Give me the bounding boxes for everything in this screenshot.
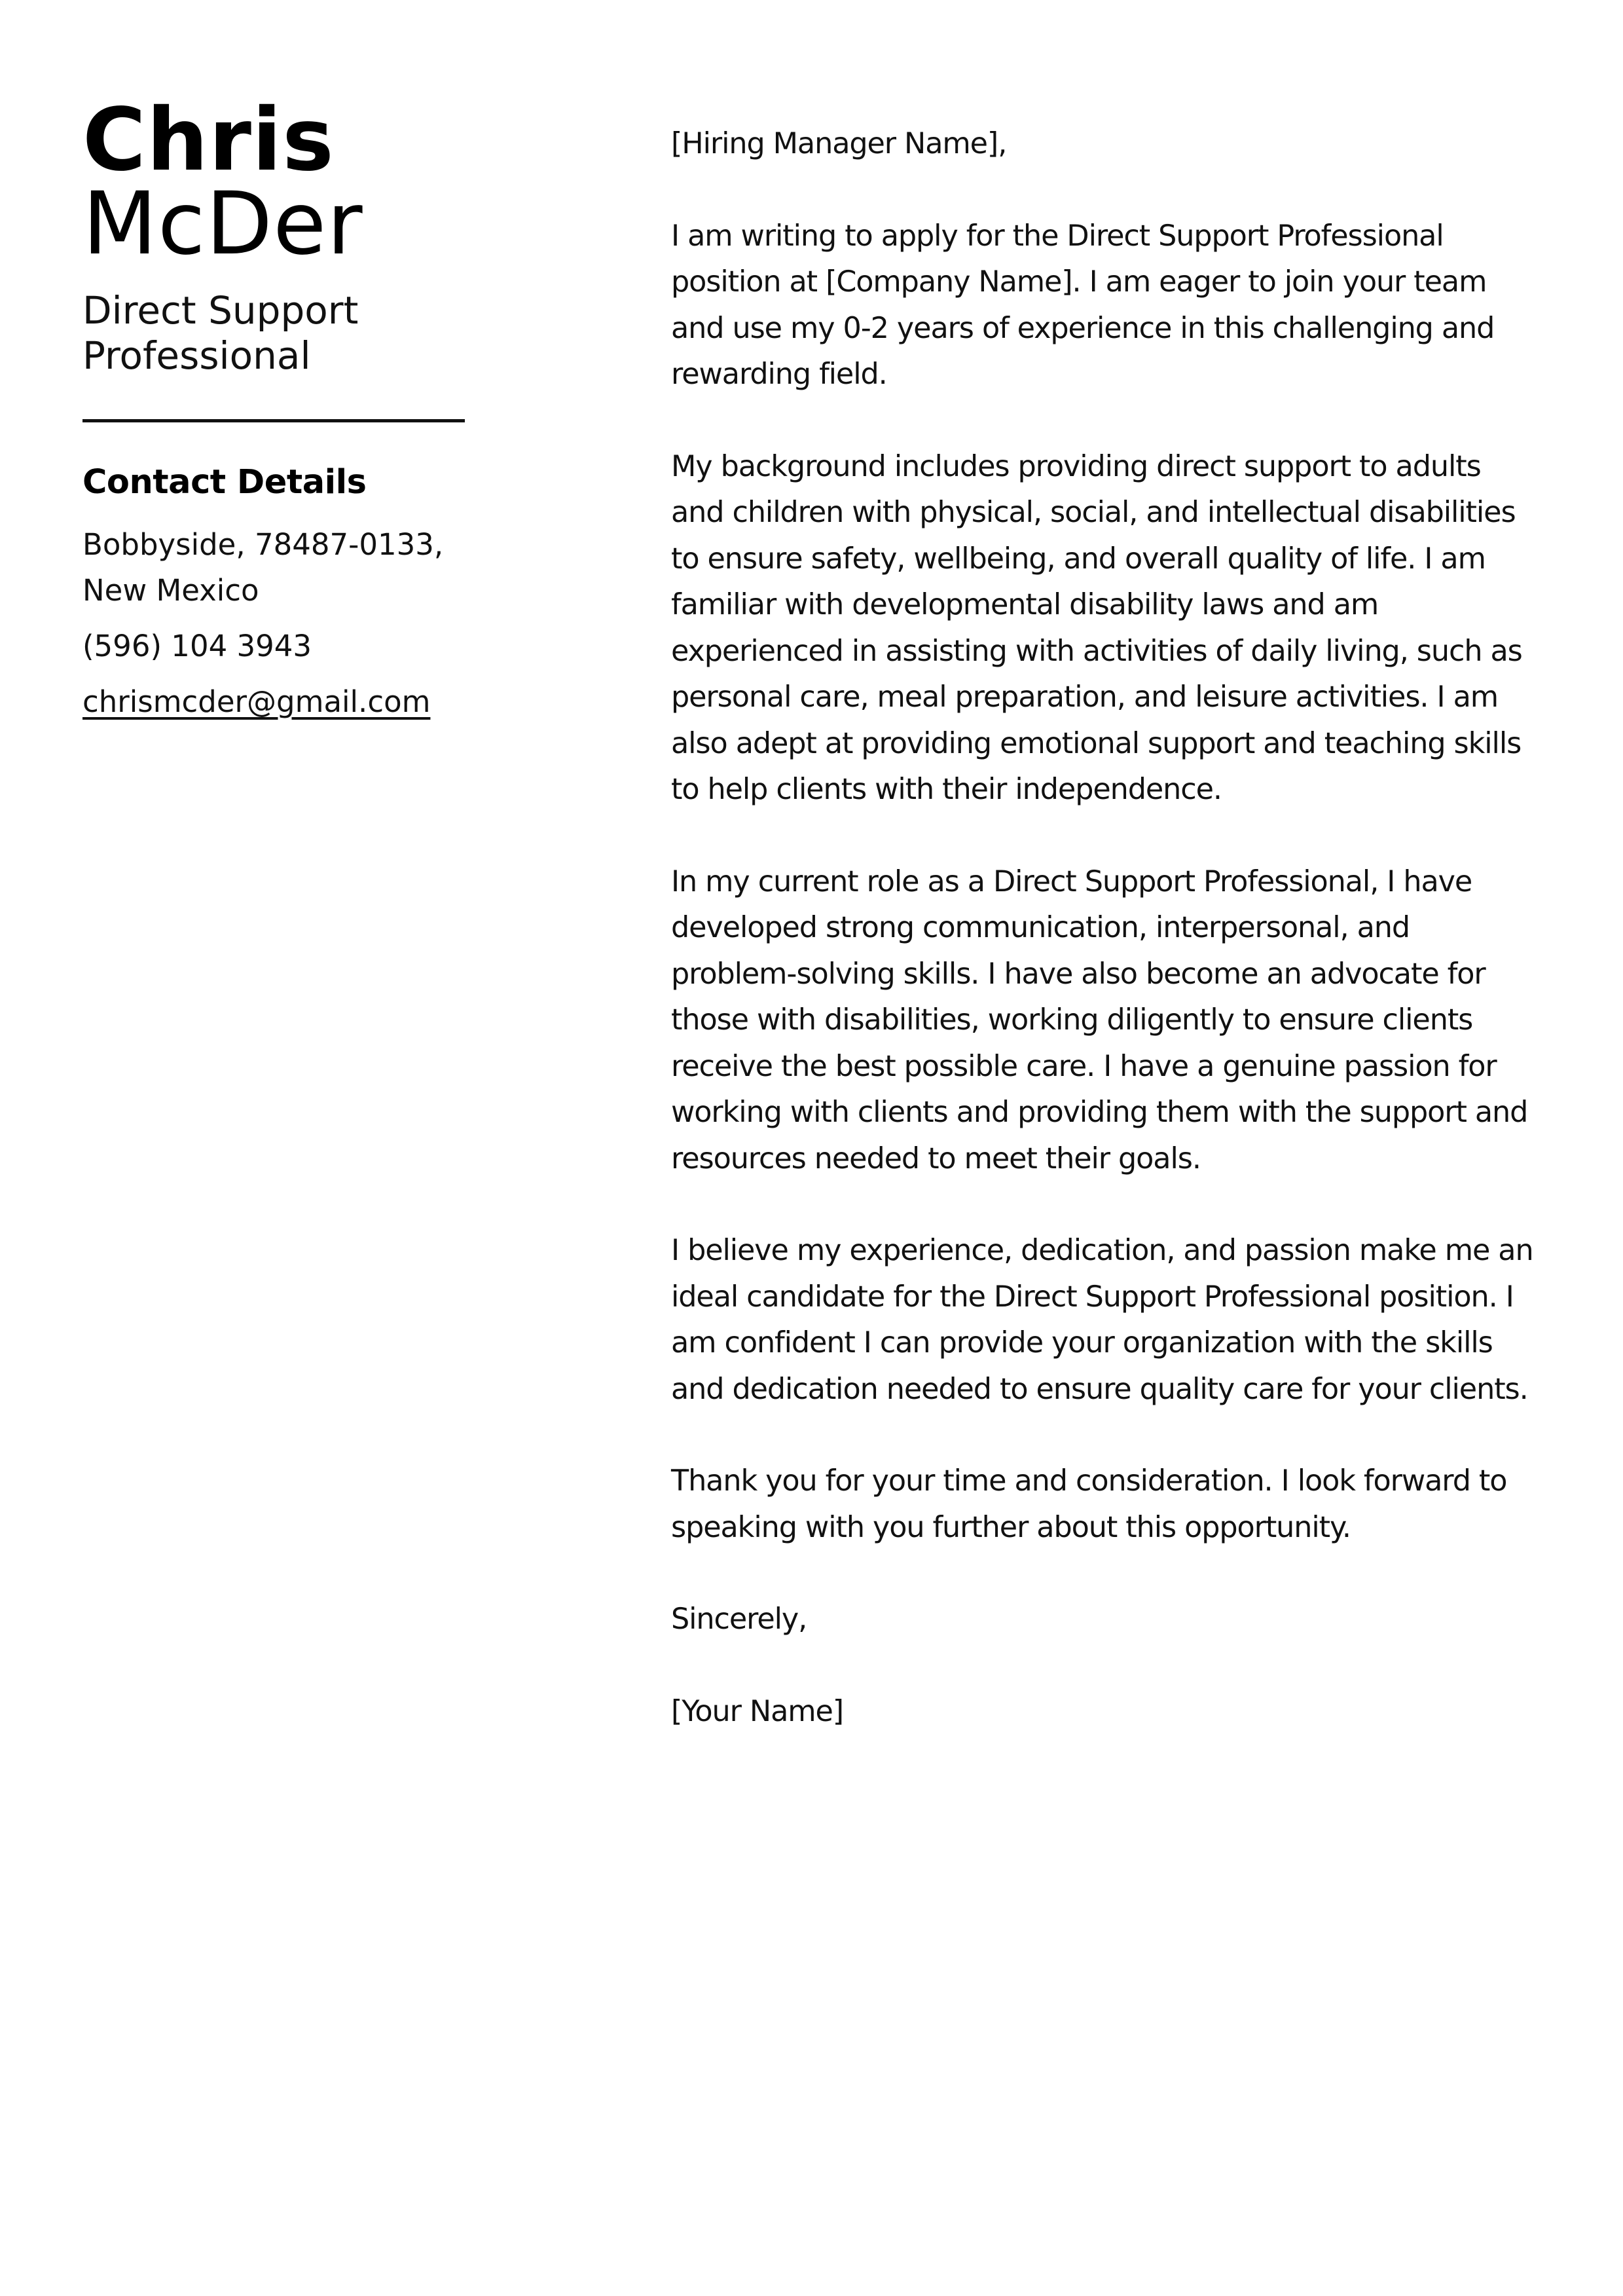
contact-email-link[interactable]: chrismcder@gmail.com (82, 684, 431, 719)
job-title: Direct Support Professional (82, 288, 359, 378)
letter-body (671, 121, 1535, 1735)
closing: Sincerely, (671, 1602, 807, 1636)
candidate-name (82, 90, 469, 274)
signature: [Your Name] (671, 1694, 844, 1728)
paragraph-thanks: Thank you for your time and consideration. I look forward to speaking with you further about this opportunity. (671, 1464, 1507, 1544)
divider (82, 419, 465, 422)
paragraph-intro: I am writing to apply for the Direct Support Professional position at [Company Name]. I am eager to join your team and use my 0-2 years of experience in this challenging and rewarding field. (671, 219, 1495, 391)
contact-phone: (596) 104 3943 (82, 629, 312, 663)
paragraph-background: My background includes providing direct support to adults and children with physical, social, and intellectual disabilities to ensure safety, wellbeing, and overall quality of life. I am familiar with developmental disability laws and am experienced in assisting with activities of daily living, such as personal care, meal preparation, and leisure activities. I am also adept at providing emotional support and teaching skills to help clients with their independence. (671, 449, 1522, 806)
contact-address: Bobbyside, 78487-0133, New Mexico (82, 527, 444, 608)
salutation: [Hiring Manager Name], (671, 127, 1007, 160)
last-name: McDer (82, 174, 363, 274)
sidebar (82, 90, 469, 725)
paragraph-qualification: I believe my experience, dedication, and passion make me an ideal candidate for the Direct Support Professional position. I am confident I can provide your organization with the skills and dedication needed to ensure quality care for your clients. (671, 1234, 1533, 1406)
first-name: Chris (82, 90, 335, 191)
paragraph-current-role: In my current role as a Direct Support Professional, I have developed strong communication, interpersonal, and problem-solving skills. I have also become an advocate for those with disabilities, working diligently to ensure clients receive the best possible care. I have a genuine passion for working with clients and providing them with the support and resources needed to meet their goals. (671, 864, 1528, 1176)
contact-details-heading: Contact Details (82, 463, 367, 502)
